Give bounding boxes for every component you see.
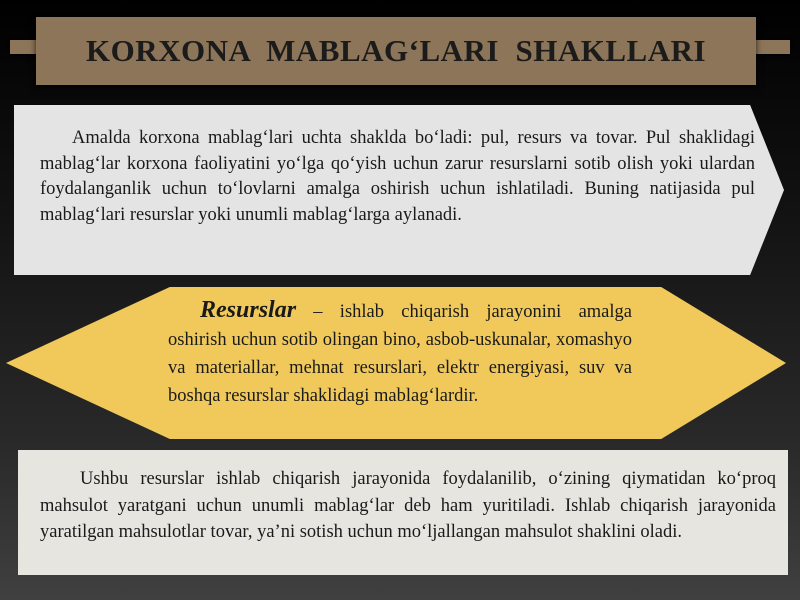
term-resurslar: Resurslar xyxy=(200,297,297,323)
paragraph-productive-funds: Ushbu resurslar ishlab chiqarish jarayonida foydalanilib, o‘zining qiymatidan ko‘proq mahsulot yaratgani uchun unumli mablag‘lar deb ham yuritiladi. Ishlab chiqarish jarayonida yaratilgan mahsulotlar tovar, ya’ni sotish uchun mo‘ljallangan mahsulot shaklini oladi. xyxy=(40,469,776,542)
paragraph-resources-definition xyxy=(168,296,632,410)
resources-definition-text: – ishlab chiqarish jarayonini amalga oshirish uchun sotib olingan bino, asbob-uskunalar, xomashyo va materiallar, mehnat resurslari, elektr energiyasi, suv va boshqa resurslar shaklidagi mablag‘lardir. xyxy=(168,302,632,406)
paragraph-forms-of-funds: Amalda korxona mablag‘lari uchta shaklda bo‘ladi: pul, resurs va tovar. Pul shaklidagi mablag‘lar korxona faoliyatini yo‘lga qo‘yish uchun zarur resurslarni sotib olish yoki ulardan foydalanganlik uchun to‘lovlarni amalga oshirish uchun ishlatiladi. Buning natijasida pul mablag‘lari resurslar yoki unumli mablag‘larga aylanadi. xyxy=(40,128,755,225)
slide-title: KORXONA MABLAG‘LARI SHAKLLARI xyxy=(85,33,707,68)
title-banner xyxy=(36,17,756,85)
